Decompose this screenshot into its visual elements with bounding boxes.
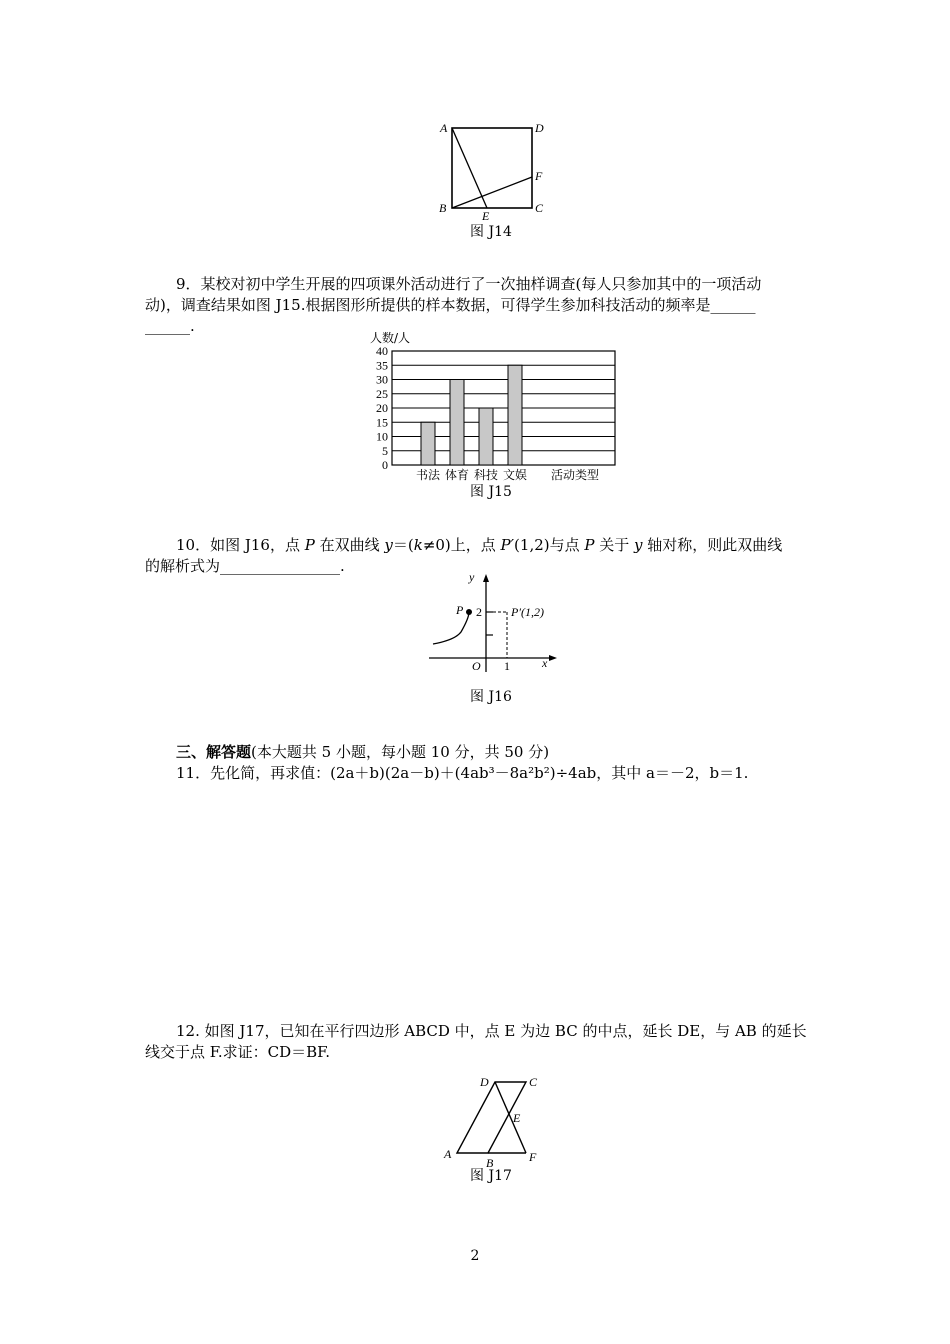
label-c: C [529, 1075, 538, 1089]
caption-j14: 图 J14 [470, 224, 512, 240]
q10-text-e: 关于 [594, 536, 635, 554]
y-tick-label: 30 [376, 372, 388, 387]
q11-text: 11．先化简，再求值：(2a＋b)(2a－b)＋(4ab³－8a²b²)÷4ab，其中 a＝－2，b＝1. [176, 764, 749, 782]
y-tick-label: 10 [376, 429, 388, 444]
label-f: F [535, 169, 543, 183]
q9-line1: 9．某校对初中学生开展的四项课外活动进行了一次抽样调查(每人只参加其中的一项活动 [176, 275, 762, 293]
x-tick-label: 体育 [444, 468, 470, 482]
square-abcd [452, 128, 532, 208]
q10-line2: 的解析式为________________. [145, 557, 345, 575]
label-e: E [513, 1111, 521, 1125]
q10-text-c: ≠0)上，点 [422, 536, 501, 554]
q12-line1: 12. 如图 J17，已知在平行四边形 ABCD 中，点 E 为边 BC 的中点，延长 DE，与 AB 的延长 [176, 1022, 807, 1040]
q10-text-d: (1,2)与点 [514, 536, 585, 554]
axis-label-y: y [469, 570, 475, 584]
chart-j15 [360, 330, 630, 485]
bar-2 [450, 380, 464, 466]
q10-var-k: k [413, 536, 423, 554]
label-f: F [529, 1150, 537, 1164]
tick-label-1: 1 [504, 659, 510, 673]
section3-note: (本大题共 5 小题，每小题 10 分，共 50 分) [251, 743, 550, 761]
q10-var-p: P [304, 536, 315, 554]
segment-df [495, 1082, 526, 1153]
q10-var-y: y [384, 536, 393, 554]
origin-label: O [472, 659, 481, 673]
q10-text-b: 在双曲线 [314, 536, 385, 554]
y-tick-label: 40 [376, 344, 388, 358]
y-tick-label: 5 [382, 443, 388, 458]
bar-1 [421, 422, 435, 465]
caption-j15: 图 J15 [470, 484, 512, 500]
q10-text-a: 10．如图 J16，点 [176, 536, 305, 554]
label-e: E [482, 209, 490, 222]
hyperbola-branch [433, 612, 469, 644]
q12-line2: 线交于点 F.求证：CD＝BF. [145, 1043, 330, 1061]
caption-j16: 图 J16 [470, 689, 512, 705]
figure-j17 [440, 1070, 550, 1170]
x-tick-label: 书法 [415, 468, 441, 482]
chart-xlabel: 活动类型 [551, 468, 600, 482]
label-p-prime: P′(1,2) [511, 605, 544, 619]
x-tick-label: 科技 [473, 468, 499, 482]
x-tick-label: 文娱 [502, 468, 528, 482]
q10-text-f: 轴对称，则此双曲线 [642, 536, 783, 554]
axis-label-x: x [542, 656, 548, 670]
y-tick-label: 0 [382, 458, 388, 472]
chart-bars [421, 365, 522, 465]
label-d: D [535, 121, 544, 135]
figure-j14 [430, 118, 560, 222]
label-a: A [444, 1147, 452, 1161]
y-tick-label: 20 [376, 401, 388, 415]
y-axis-arrow-icon [483, 574, 489, 582]
label-p: P [456, 603, 464, 617]
page-number: 2 [470, 1248, 480, 1264]
y-tick-label: 15 [376, 415, 388, 430]
q10-var-y2: y [634, 536, 643, 554]
label-d: D [480, 1075, 489, 1089]
q10-var-pprime: P′ [500, 536, 515, 554]
y-tick-label: 35 [376, 358, 388, 373]
q9-line3: ______. [145, 317, 195, 335]
caption-j17: 图 J17 [470, 1168, 512, 1184]
figure-j16 [425, 568, 565, 678]
label-b: B [439, 201, 447, 215]
tick-label-2: 2 [476, 605, 482, 619]
y-tick-label: 25 [376, 386, 388, 401]
chart-xticks [416, 467, 527, 482]
label-b: B [486, 1156, 494, 1170]
chart-ylabel: 人数/人 [370, 331, 411, 345]
label-a: A [440, 121, 448, 135]
segment-bf [452, 177, 532, 208]
bar-4 [508, 365, 522, 465]
label-c: C [535, 201, 544, 215]
q10-line1 [176, 535, 782, 556]
section3-title: 三、解答题 [176, 743, 252, 761]
section3-heading [176, 742, 549, 763]
chart-yticks [376, 344, 388, 472]
bar-3 [479, 408, 493, 465]
q10-var-p2: P [584, 536, 595, 554]
x-axis-arrow-icon [549, 655, 557, 661]
q10-text-eq: ＝( [392, 536, 414, 554]
q9-line2: 动)，调查结果如图 J15.根据图形所提供的样本数据，可得学生参加科技活动的频率是______ [145, 296, 756, 314]
point-p [466, 609, 472, 615]
